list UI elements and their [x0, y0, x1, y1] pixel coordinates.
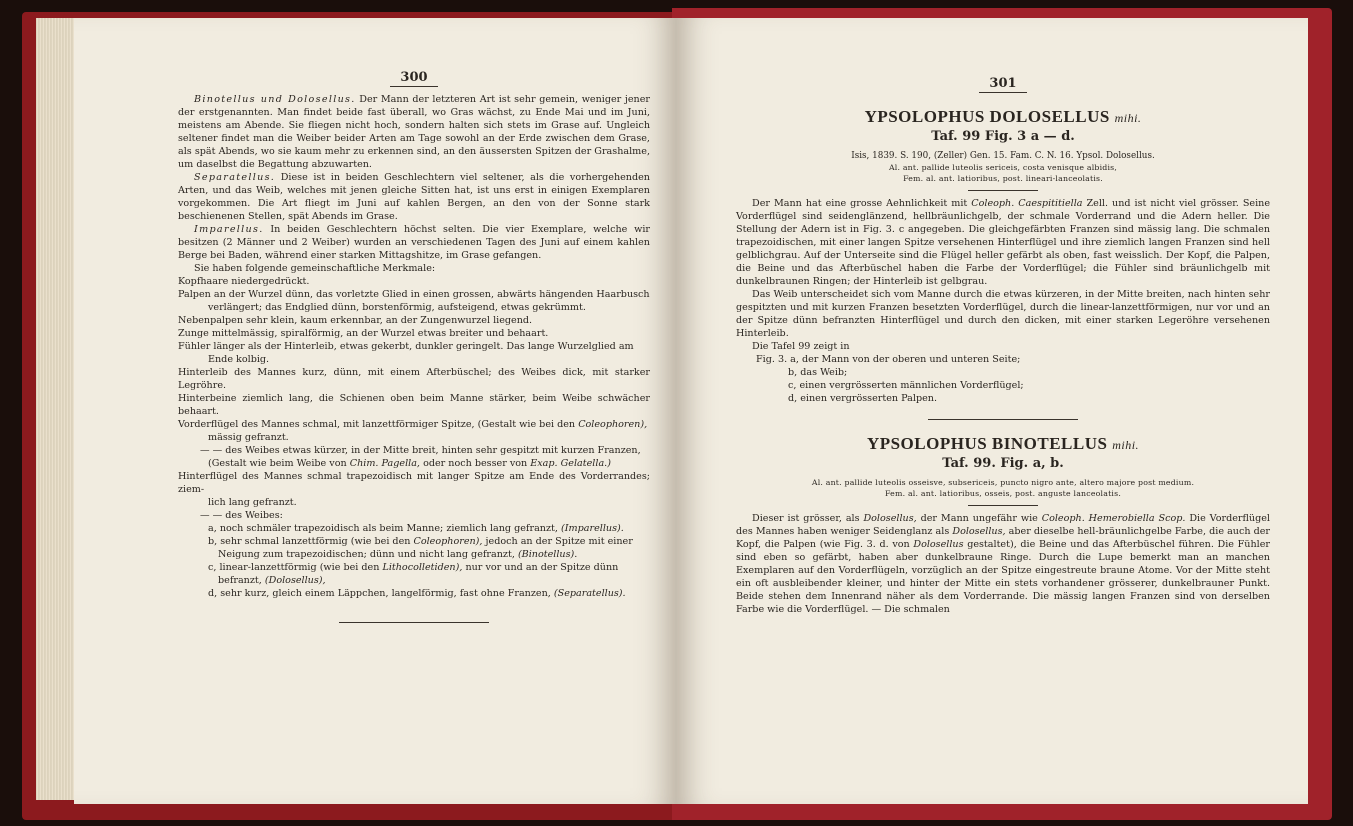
divider: [968, 190, 1038, 191]
list-item: d, sehr kurz, gleich einem Läppchen, langelförmig, fast ohne Franzen, (Separatellus).: [208, 588, 626, 599]
list-item: befranzt, (Dolosellus),: [218, 575, 326, 586]
list-item: Zunge mittelmässig, spiralförmig, an der Wurzel etwas breiter und behaart.: [178, 328, 549, 339]
list-item: verlängert; das Endglied dünn, borstenförmig, aufsteigend, etwas gekrümmt.: [208, 302, 586, 313]
list-item: Nebenpalpen sehr klein, kaum erkennbar, an der Zungenwurzel liegend.: [178, 315, 533, 326]
list-item: Hinterflügel des Mannes schmal trapezoidisch mit langer Spitze am Ende des Vorderrandes; ziem-: [178, 471, 650, 495]
divider: [339, 622, 489, 623]
list-item: Kopfhaare niedergedrückt.: [178, 276, 310, 287]
figure-item: Fig. 3. a, der Mann von der oberen und unteren Seite;: [756, 354, 1021, 365]
figure-item: c, einen vergrösserten männlichen Vorderflügel;: [788, 380, 1024, 391]
list-item: Fühler länger als der Hinterleib, etwas gekerbt, dunkler geringelt. Das lange Wurzelglied am: [178, 341, 634, 352]
species-title: YPSOLOPHUS BINOTELLUS mihi.: [866, 434, 1140, 453]
list-item: lich lang gefranzt.: [208, 497, 297, 508]
divider: [968, 505, 1038, 506]
page-number-right: 301: [736, 76, 1270, 93]
paragraph: Die Tafel 99 zeigt in: [752, 341, 850, 352]
plate-reference: Taf. 99 Fig. 3 a — d.: [931, 129, 1075, 144]
citation: Isis, 1839. S. 190, (Zeller) Gen. 15. Fam. C. N. 16. Ypsol. Dolosellus.: [851, 151, 1155, 161]
list-item: — — des Weibes etwas kürzer, in der Mitte breit, hinten sehr gespitzt mit kurzen Franzen,: [200, 445, 641, 456]
diagnosis: Fem. al. ant. latioribus, osseis, post. anguste lanceolatis.: [885, 489, 1121, 498]
list-item: (Gestalt wie beim Weibe von Chim. Pagella, oder noch besser von Exap. Gelatella.): [208, 458, 611, 469]
list-item: c, linear-lanzettförmig (wie bei den Lithocolletiden), nur vor und an der Spitze dünn: [208, 562, 619, 573]
list-item: — — des Weibes:: [200, 510, 283, 521]
paragraph: Separatellus. Diese ist in beiden Geschlechtern viel seltener, als die vorhergehenden Arten, und das Weib, welches mit jenen gleiche Sitten hat, ist uns erst in einigen Exemplaren vorgekommen. Die Art fliegt im Juni auf kahlen Bergen, an den von der Sonne stark beschienenen Stellen, spät Abends im Grase.: [178, 172, 650, 222]
diagnosis: Al. ant. pallide luteolis sericeis, costa venisque albidis,: [888, 163, 1118, 172]
paragraph: Sie haben folgende gemeinschaftliche Merkmale:: [194, 263, 436, 274]
list-item: b, sehr schmal lanzettförmig (wie bei den Coleophoren), jedoch an der Spitze mit einer: [208, 536, 633, 547]
right-page: [676, 18, 1308, 804]
paragraph: Der Mann hat eine grosse Aehnlichkeit mit Coleoph. Caespititiella Zell. und ist nicht viel grösser. Seine Vorderflügel sind seidenglänzend, hellbräunlichgelb, der schmale Vorderrand und die Adern heller. Die Stellung der Adern ist in Fig. 3. c angegeben. Die gleichgefärbten Franzen sind mässig lang. Die schmalen trapezoidischen, mit einer langen Spitze versehenen Hinterflügel und ihre ziemlich langen Franzen sind hell gelblichgrau. Auf der Unterseite sind die Flügel heller gefärbt als oben, fast weisslich. Der Kopf, die Palpen, die Beine und das Afterbüschel haben die Farbe der Vorderflügel; die Fühler sind bräunlichgelb mit dunkelbraunen Ringen; der Hinterleib ist gelbgrau.: [736, 198, 1270, 287]
divider: [928, 419, 1078, 420]
diagnosis: Fem. al. ant. latioribus, post. lineari-lanceolatis.: [903, 174, 1103, 183]
list-item: Ende kolbig.: [208, 354, 270, 365]
page-number-left: 300: [178, 70, 650, 87]
page-edges: [36, 18, 76, 800]
list-item: Vorderflügel des Mannes schmal, mit lanzettförmiger Spitze, (Gestalt wie bei den Coleophoren),: [178, 419, 648, 430]
list-item: Hinterbeine ziemlich lang, die Schienen oben beim Manne stärker, beim Weibe schwächer behaart.: [178, 393, 650, 417]
list-item: Palpen an der Wurzel dünn, das vorletzte Glied in einen grossen, abwärts hängenden Haarbusch: [178, 289, 650, 300]
diagnosis: Al. ant. pallide luteolis osseisve, subsericeis, puncto nigro ante, altero majore post medium.: [811, 478, 1195, 487]
list-item: mässig gefranzt.: [208, 432, 289, 443]
plate-reference: Taf. 99. Fig. a, b.: [942, 456, 1064, 471]
paragraph: Imparellus. In beiden Geschlechtern höchst selten. Die vier Exemplare, welche wir besitzen (2 Männer und 2 Weiber) wurden an verschiedenen Tagen des Juni auf einem kahlen Berge bei Baden, während einer starken Mittagshitze, im Grase gefangen.: [178, 224, 650, 261]
list-item: a, noch schmäler trapezoidisch als beim Manne; ziemlich lang gefranzt, (Imparellus).: [208, 523, 624, 534]
figure-item: b, das Weib;: [788, 367, 848, 378]
paragraph: Dieser ist grösser, als Dolosellus, der Mann ungefähr wie Coleoph. Hemerobiella Scop. Die Vorderflügel des Mannes haben weniger Seidenglanz als Dolosellus, aber dieselbe hell-bräunlichgelbe Farbe, die auch der Kopf, die Palpen (wie Fig. 3. d. von Dolosellus gestaltet), die Beine und das Afterbüschel führen. Die Fühler sind eben so gefärbt, haben aber dunkelbraune Ringe. Durch die Lupe bemerkt man an manchen Exemplaren auf den Vorderflügeln, vorzüglich an der Spitze eingestreute braune Atome. Vor der Mitte steht ein oft ausbleibender kleiner, und hinter der Mitte ein stets vorhandener grösserer, dunkelbrauner Punkt. Beide stehen dem Innenrand näher als dem Vorderrande. Die mässig langen Franzen sind von derselben Farbe wie die Vorderflügel. — Die schmalen: [736, 513, 1271, 615]
species-title: YPSOLOPHUS DOLOSELLUS mihi.: [864, 107, 1142, 126]
paragraph: Das Weib unterscheidet sich vom Manne durch die etwas kürzeren, in der Mitte breiten, nach hinten sehr gespitzten und mit kurzen Franzen besetzten Vorderflügel, durch die linear-lanzettförmigen, nur vor und an der Spitze dünn befranzten Hinterflügel und durch den dicken, mit einer starken Legeröhre versehenen Hinterleib.: [736, 289, 1270, 339]
list-item: Hinterleib des Mannes kurz, dünn, mit einem Afterbüschel; des Weibes dick, mit starker Legröhre.: [178, 367, 650, 391]
paragraph: Binotellus und Dolosellus. Der Mann der letzteren Art ist sehr gemein, weniger jener der erstgenannten. Man findet beide fast überall, wo Gras wächst, zu Ende Mai und im Juni, meistens am Abende. Sie fliegen nicht hoch, sondern halten sich stets im Grase auf. Ungleich seltener findet man die Weiber beider Arten am Tage sowohl an der Erde zwischen dem Grase, als spät Abends, wo sie kaum mehr zu erkennen sind, an den äussersten Spitzen der Grashalme, um daselbst die Begattung abzuwarten.: [178, 94, 650, 170]
figure-item: d, einen vergrösserten Palpen.: [788, 393, 937, 404]
left-page: [74, 18, 676, 804]
list-item: Neigung zum trapezoidischen; dünn und nicht lang gefranzt, (Binotellus).: [218, 549, 578, 560]
